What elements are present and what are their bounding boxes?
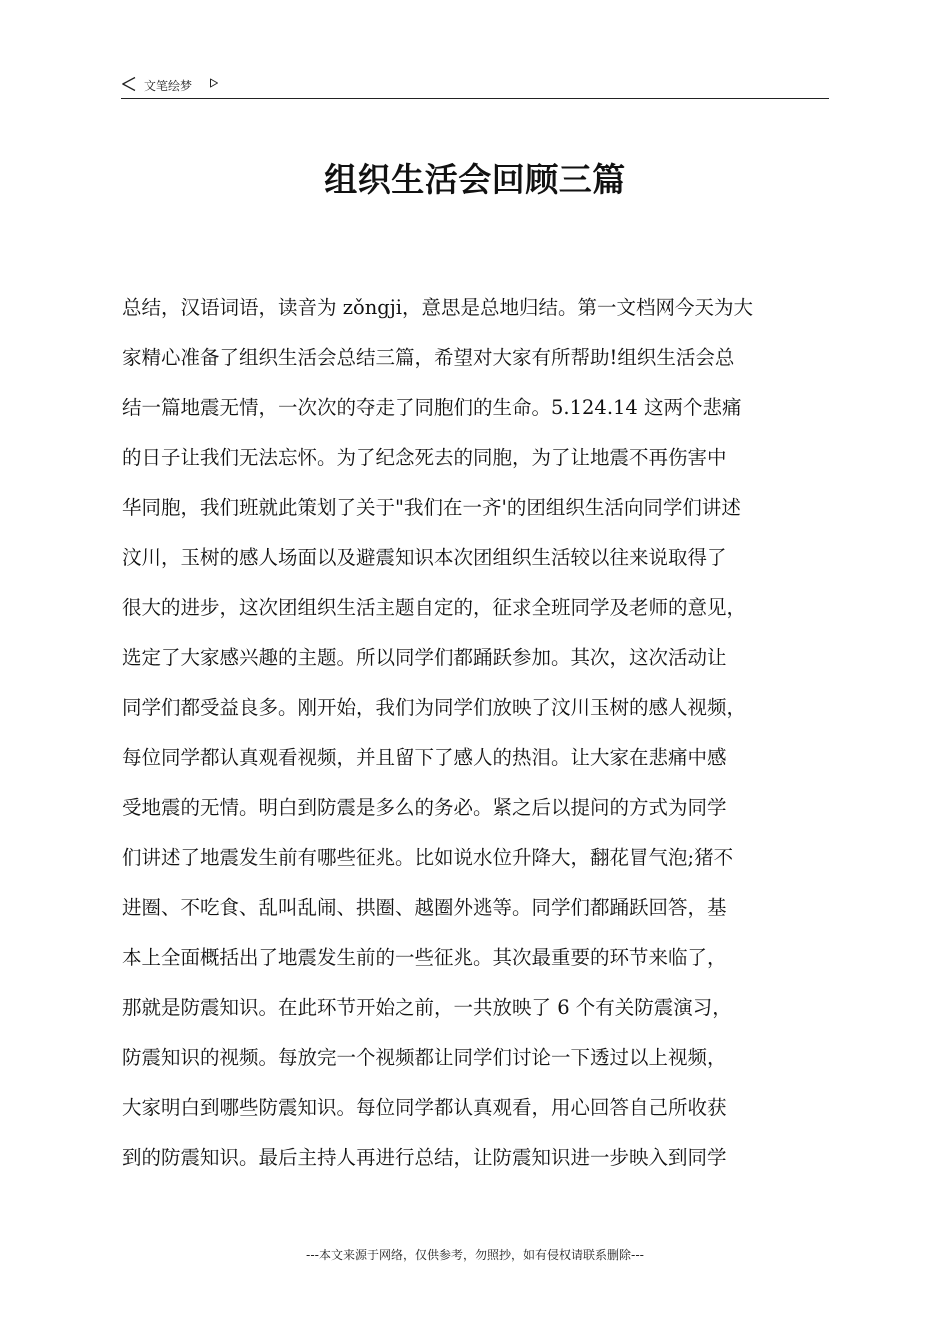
body-line: 同学们都受益良多。刚开始，我们为同学们放映了汶川玉树的感人视频， <box>122 696 747 719</box>
footer-disclaimer: ---本文来源于网络，仅供参考，勿照抄，如有侵权请联系删除--- <box>306 1248 644 1262</box>
header-brand: 文笔绘梦 <box>144 79 193 93</box>
page-header <box>121 74 829 99</box>
triangle-right-outline-icon <box>209 78 219 88</box>
body-line: 防震知识的视频。每放完一个视频都让同学们讨论一下透过以上视频， <box>122 1046 727 1069</box>
body-line: 到的防震知识。最后主持人再进行总结，让防震知识进一步映入到同学 <box>122 1146 727 1169</box>
body-line: 们讲述了地震发生前有哪些征兆。比如说水位升降大，翻花冒气泡;猪不 <box>122 846 734 869</box>
body-line: 结一篇地震无情，一次次的夺走了同胞们的生命。5.124.14 这两个悲痛 <box>122 396 742 419</box>
body-line: 进圈、不吃食、乱叫乱闹、拱圈、越圈外逃等。同学们都踊跃回答，基 <box>122 896 727 919</box>
body-line: 家精心准备了组织生活会总结三篇，希望对大家有所帮助!组织生活会总 <box>122 346 735 369</box>
body-line: 本上全面概括出了地震发生前的一些征兆。其次最重要的环节来临了， <box>122 946 727 969</box>
body-line: 华同胞，我们班就此策划了关于"我们在一齐'的团组织生活向同学们讲述 <box>122 496 741 519</box>
body-line: 汶川，玉树的感人场面以及避震知识本次团组织生活较以往来说取得了 <box>122 546 727 569</box>
body-line: 总结，汉语词语，读音为 zǒngji，意思是总地归结。第一文档网今天为大 <box>122 296 754 319</box>
body-line: 的日子让我们无法忘怀。为了纪念死去的同胞，为了让地震不再伤害中 <box>122 446 727 469</box>
body-line: 每位同学都认真观看视频，并且留下了感人的热泪。让大家在悲痛中感 <box>122 746 727 769</box>
body-line: 那就是防震知识。在此环节开始之前，一共放映了 6 个有关防震演习， <box>122 996 732 1019</box>
body-line: 受地震的无情。明白到防震是多么的务必。紧之后以提问的方式为同学 <box>122 796 727 819</box>
triangle-left-outline-icon <box>121 76 137 92</box>
document-body <box>122 283 834 1183</box>
body-line: 选定了大家感兴趣的主题。所以同学们都踊跃参加。其次，这次活动让 <box>122 646 727 669</box>
body-line: 大家明白到哪些防震知识。每位同学都认真观看，用心回答自己所收获 <box>122 1096 727 1119</box>
document-title: 组织生活会回顾三篇 <box>324 160 626 199</box>
body-line: 很大的进步，这次团组织生活主题自定的，征求全班同学及老师的意见， <box>122 596 747 619</box>
